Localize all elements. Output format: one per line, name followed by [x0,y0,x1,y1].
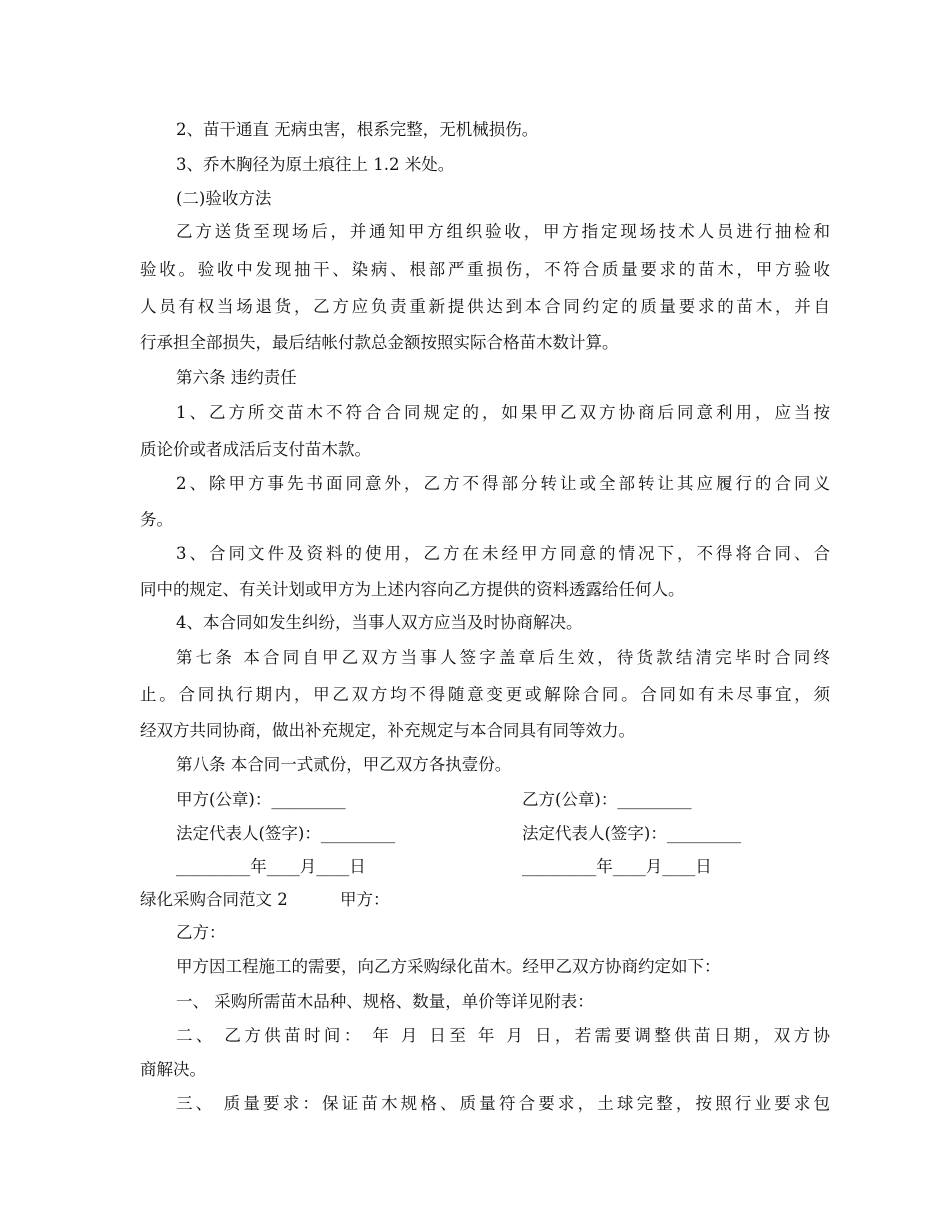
article-7-line: 第七条 本合同自甲乙双方当事人签字盖章后生效，待货款结清完毕时合同终 [176,648,830,667]
paragraph-line: 4、本合同如发生纠纷，当事人双方应当及时协商解决。 [176,613,583,632]
party-b-seal: 乙方(公章)：_________ [522,790,692,809]
contract-2-item-1: 一、 采购所需苗木品种、规格、数量，单价等详见附表： [176,992,594,1011]
paragraph-line: 1、乙方所交苗木不符合合同规定的，如果甲乙双方协商后同意利用，应当按 [176,403,830,422]
paragraph-line: 止。合同执行期内，甲乙双方均不得随意变更或解除合同。合同如有未尽事宜，须 [140,685,830,704]
paragraph-line: 3、合同文件及资料的使用，乙方在未经甲方同意的情况下，不得将合同、合 [176,544,830,563]
section-heading-acceptance: (二)验收方法 [176,189,272,208]
party-a-representative: 法定代表人(签字)：_________ [176,824,396,843]
paragraph-line: 同中的规定、有关计划或甲方为上述内容向乙方提供的资料透露给任何人。 [140,580,685,599]
paragraph-line: 验收。验收中发现抽干、染病、根部严重损伤，不符合质量要求的苗木，甲方验收 [140,260,830,279]
paragraph-line: 务。 [140,510,173,529]
contract-2-party-b: 乙方： [176,923,226,942]
party-b-representative: 法定代表人(签字)：_________ [522,824,742,843]
party-a-seal: 甲方(公章)：_________ [176,790,346,809]
contract-2-title: 绿化采购合同范文 2 [140,890,288,909]
paragraph-line: 甲方因工程施工的需要，向乙方采购绿化苗木。经甲乙双方协商约定如下： [176,957,721,976]
article-6-heading: 第六条 违约责任 [176,368,297,387]
paragraph-line: 商解决。 [140,1060,206,1079]
contract-2-item-3: 三、 质量要求：保证苗木规格、质量符合要求，土球完整，按照行业要求包 [176,1094,830,1113]
paragraph-line: 质论价或者成活后支付苗木款。 [140,440,371,459]
clause-item-3: 3、乔木胸径为原土痕往上 1.2 米处。 [176,155,455,174]
contract-2-item-2: 二、 乙方供苗时间： 年 月 日至 年 月 日，若需要调整供苗日期，双方协 [176,1026,830,1045]
paragraph-line: 人员有权当场退货，乙方应负责重新提供达到本合同约定的质量要求的苗木，并自 [140,297,830,316]
contract-2-party-a: 甲方： [340,890,390,909]
paragraph-line: 2、除甲方事先书面同意外，乙方不得部分转让或全部转让其应履行的合同义 [176,474,830,493]
paragraph-line: 行承担全部损失，最后结帐付款总金额按照实际合格苗木数计算。 [140,333,619,352]
article-8-line: 第八条 本合同一式贰份，甲乙双方各执壹份。 [176,755,512,774]
party-a-date: _________年____月____日 [176,857,366,876]
party-b-date: _________年____月____日 [522,857,712,876]
paragraph-line: 经双方共同协商，做出补充规定，补充规定与本合同具有同等效力。 [140,721,635,740]
clause-item-2: 2、苗干通直 无病虫害，根系完整，无机械损伤。 [176,120,539,139]
paragraph-line: 乙方送货至现场后，并通知甲方组织验收，甲方指定现场技术人员进行抽检和 [176,222,830,241]
